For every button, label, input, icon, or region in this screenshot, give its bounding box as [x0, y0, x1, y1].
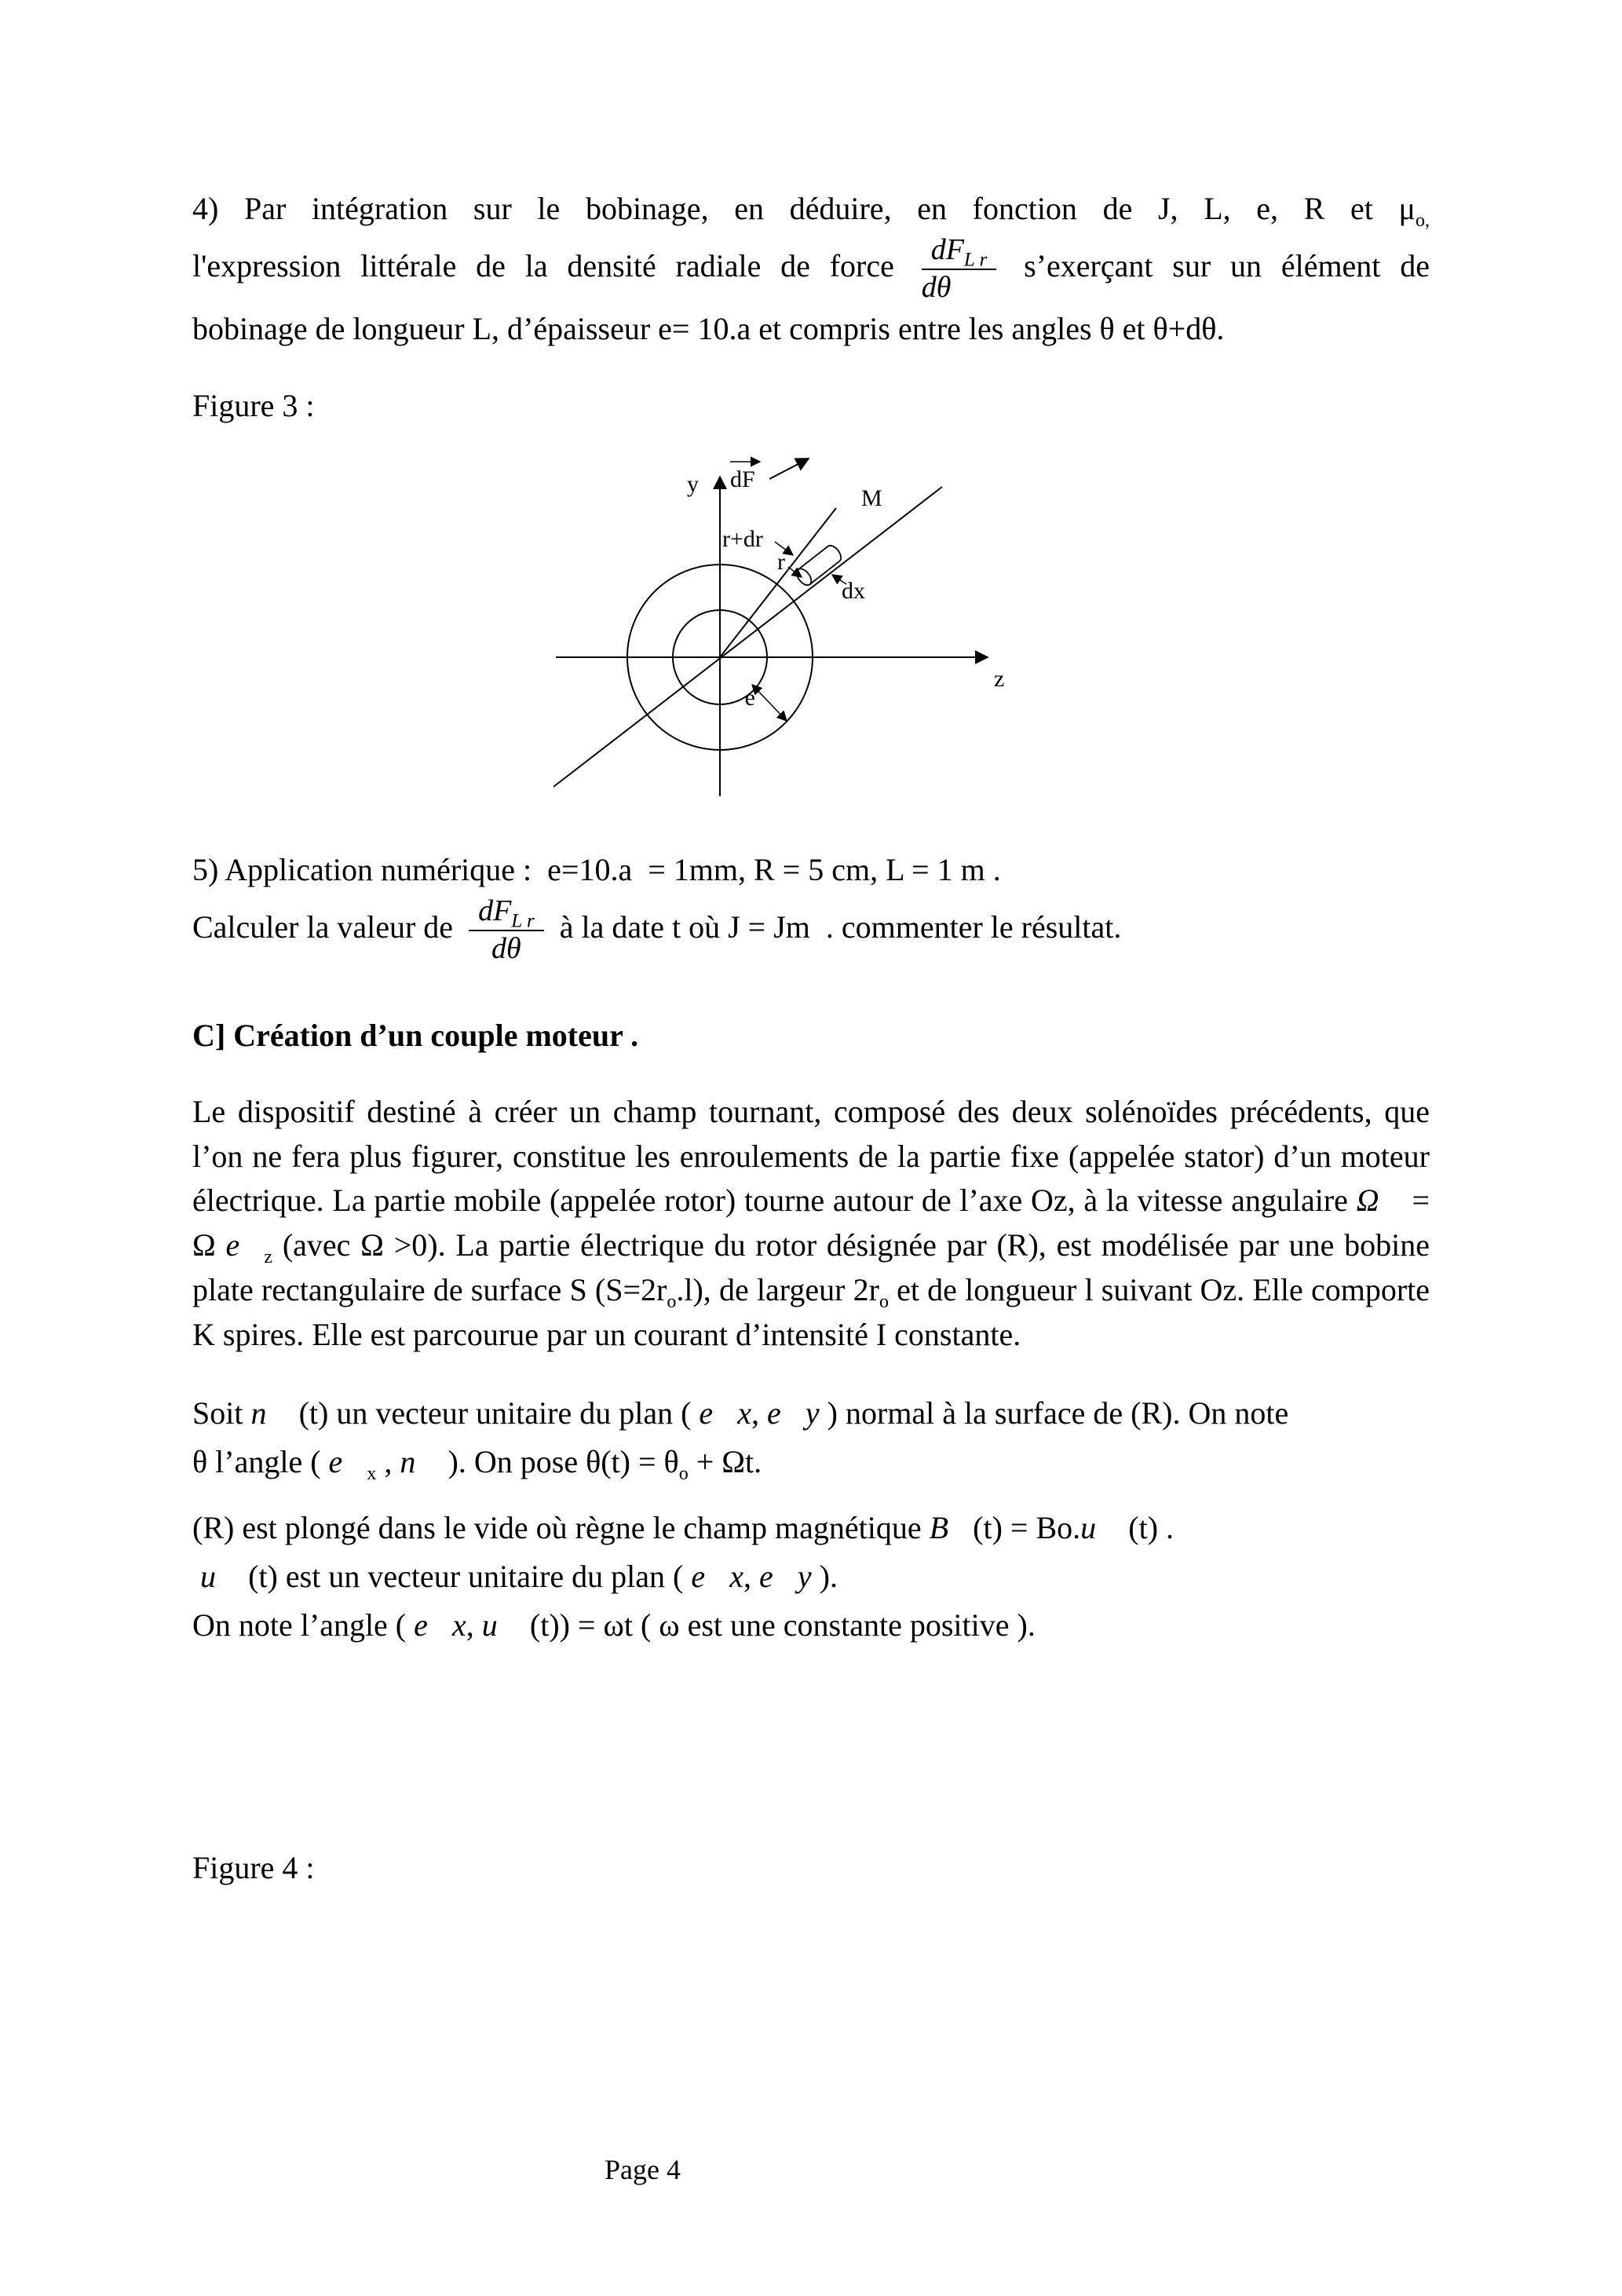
subscript: o,: [1416, 210, 1430, 231]
n-vector: n⃗: [400, 1443, 440, 1479]
subscript: x: [367, 1463, 377, 1484]
text-run: 5) Application numérique : e=10.a = 1mm, R = 5 cm, L = 1 m .: [192, 852, 1001, 888]
text-run: ,: [466, 1607, 482, 1643]
subscript: o: [667, 1291, 677, 1312]
text-run: ,: [751, 1395, 768, 1431]
ex-vector: e⃗x: [691, 1558, 743, 1594]
text-run: 4) Par intégration sur le bobinage, en déduire, en fonction de J, L, e, R et μ: [192, 191, 1416, 226]
text-run: bobinage de longueur L, d’épaisseur e= 10.a et compris entre les angles θ et θ+dθ.: [192, 310, 1225, 346]
label-r-plus-dr: r+dr: [722, 526, 763, 553]
u-vector: u⃗: [200, 1558, 241, 1594]
label-dx: dx: [842, 578, 865, 605]
p2-line-2: [192, 1438, 1430, 1486]
e-thickness-arrow: [752, 685, 787, 721]
label-dF: dF: [730, 466, 755, 493]
fraction-denominator: dθ: [921, 270, 952, 304]
dF-vector-arrow: [769, 459, 809, 479]
n-vector: n⃗: [250, 1395, 291, 1431]
text-run: ,: [743, 1558, 759, 1594]
cylinder-side: [809, 561, 839, 585]
figure3-svg: [479, 441, 1028, 826]
subscript: o: [678, 1463, 689, 1484]
text-run: θ l’angle (: [192, 1443, 329, 1479]
text-run: + Ωt.: [688, 1443, 762, 1479]
label-M: M: [861, 485, 882, 512]
text-run: dF: [930, 232, 964, 266]
q4-line-2: [192, 232, 1430, 307]
ey-vector: e⃗y: [759, 1558, 812, 1594]
ez-vector: e⃗: [225, 1227, 265, 1263]
text-run: .l), de largeur 2r: [676, 1271, 879, 1307]
section-c-paragraph-3: [192, 1504, 1430, 1650]
subscript: L r: [963, 249, 988, 271]
cylinder-end-ellipse: [794, 566, 814, 588]
text-run: (t) un vecteur unitaire du plan (: [290, 1395, 700, 1431]
q5-line-2: [192, 893, 1430, 968]
figure3-diagram: [479, 441, 1028, 826]
text-run: (t) = Bo.: [973, 1509, 1081, 1545]
cylinder-far-end: [828, 543, 844, 561]
text-run: s’exerçant sur un élément de: [1004, 247, 1430, 283]
text-run: et de longueur l suivant Oz. Elle comporte K spires. Elle est parcourue par un courant d’intensité I constante.: [192, 1271, 1430, 1352]
text-run: à la date t où J = Jm . commenter le résultat.: [551, 909, 1122, 945]
text-run: (R) est plongé dans le vide où règne le champ magnétique: [192, 1509, 930, 1545]
question-4-paragraph: [192, 187, 1430, 351]
text-run: (t) est un vecteur unitaire du plan (: [240, 1558, 692, 1594]
u-vector: u⃗: [481, 1607, 522, 1643]
page-number: Page 4: [605, 2154, 681, 2185]
text-run: Calculer la valeur de: [192, 909, 462, 945]
text-run: l'expression littérale de la densité radiale de force: [192, 247, 914, 283]
p3-line-2: [192, 1552, 1430, 1601]
text-run: ,: [376, 1443, 400, 1479]
axis-label-z: z: [994, 666, 1005, 693]
figure3-label: Figure 3 :: [192, 388, 315, 424]
section-c-paragraph-1: [192, 1090, 1430, 1358]
q4-line-3: [192, 307, 1430, 352]
section-c-heading: C] Création d’un couple moteur .: [192, 1017, 639, 1053]
text-run: dF: [478, 894, 512, 927]
page-content: [192, 187, 1430, 1890]
subscript: z: [264, 1247, 273, 1268]
ey-vector: e⃗y: [767, 1395, 820, 1431]
B-vector: B⃗: [929, 1509, 974, 1545]
text-run: (t)) = ωt ( ω est une constante positive ).: [521, 1607, 1036, 1643]
q5-line-1: [192, 848, 1430, 893]
text-run: ).: [811, 1558, 838, 1594]
text-run: On note l’angle (: [192, 1607, 415, 1643]
text-run: Soit: [192, 1395, 251, 1431]
fraction-numerator: [469, 896, 544, 931]
text-run: (t) .: [1120, 1509, 1174, 1545]
fraction-numerator: [922, 232, 997, 271]
ex-vector: e⃗x: [699, 1395, 752, 1431]
ex-vector: e⃗x: [414, 1607, 466, 1643]
text-run: [192, 1559, 200, 1594]
text-run: ) normal à la surface de (R). On note: [819, 1395, 1289, 1431]
q4-line-1: [192, 187, 1430, 232]
text-run: = Ω: [192, 1183, 1430, 1263]
section-c-paragraph-2: [192, 1389, 1430, 1486]
label-r: r: [777, 549, 785, 576]
p3-line-3: [192, 1601, 1430, 1650]
subscript: o: [879, 1291, 889, 1312]
subscript: L r: [511, 910, 535, 932]
question-5-paragraph: [192, 848, 1430, 968]
text-run: ). On pose θ(t) = θ: [440, 1443, 679, 1479]
u-vector: u⃗: [1080, 1509, 1121, 1545]
fraction-denominator: dθ: [491, 931, 521, 965]
axis-label-y: y: [687, 471, 699, 498]
fraction-dFLr-dtheta: [469, 896, 544, 965]
omega-vector: Ω⃗: [1356, 1183, 1404, 1219]
figure4-label: Figure 4 :: [192, 1849, 315, 1885]
p2-line-1: [192, 1389, 1430, 1438]
fraction-dFLr-dtheta: [921, 232, 997, 304]
p3-line-1: [192, 1504, 1430, 1552]
label-e: e: [744, 685, 755, 711]
text-run: Le dispositif destiné à créer un champ tournant, composé des deux solénoïdes précédents, que l’on ne fera plus figurer, constitue les enroulements de la partie fixe (appelée stator) d’un moteur électrique. La partie mobile (appelée rotor) tourne autour de l’axe Oz, à la vitesse angulaire: [192, 1093, 1430, 1219]
text-run: (avec Ω >0). La partie électrique du rotor désignée par (R), est modélisée par une bobine plate rectangulaire de surface S (S=2r: [192, 1227, 1430, 1307]
ex-vector: e⃗: [328, 1443, 367, 1479]
